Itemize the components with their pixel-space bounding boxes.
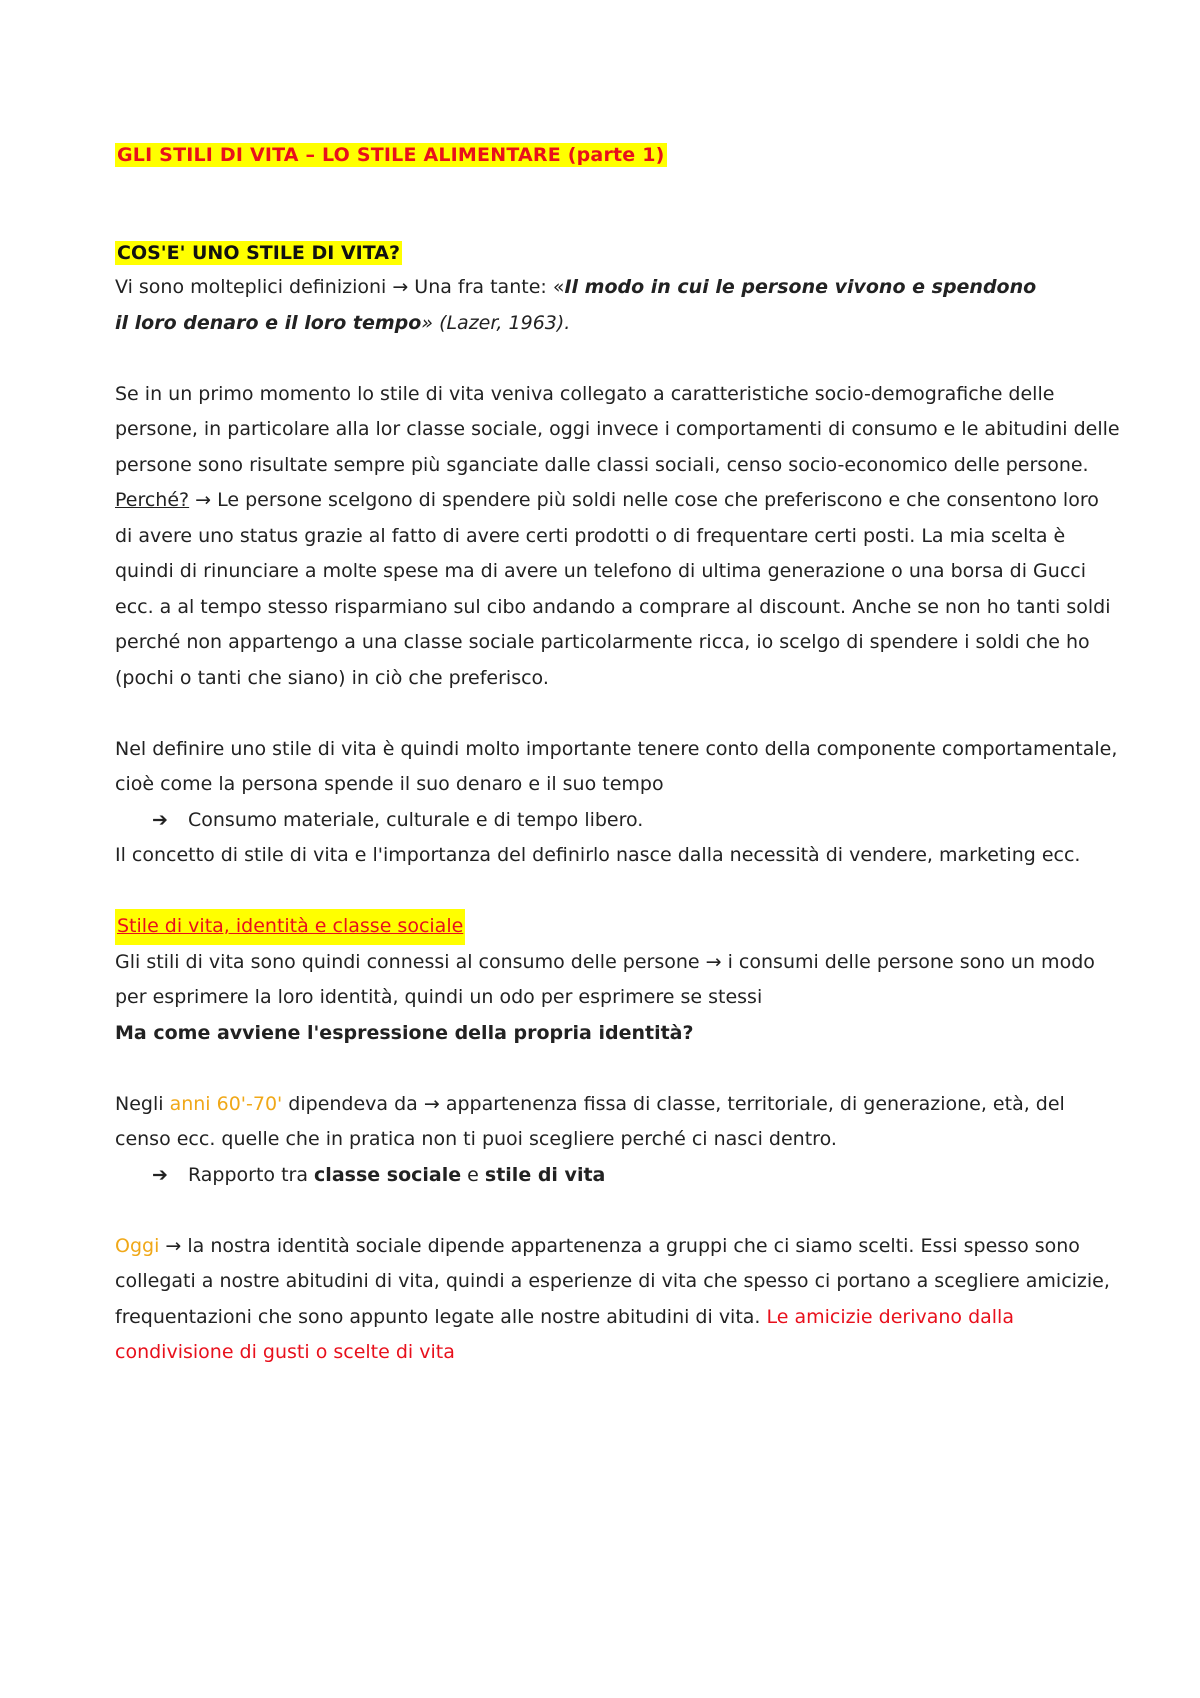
years-highlight: anni 60'-70' <box>169 1092 283 1115</box>
arrow-item-class-lifestyle: ➔ Rapporto tra classe sociale e stile di vita <box>115 1158 1120 1194</box>
section-heading-what-is: COS'E' UNO STILE DI VITA? <box>117 242 400 264</box>
definition-paragraph: Vi sono molteplici definizioni → Una fra tante: «Il modo in cui le persone vivono e spendono il loro denaro e il loro tempo» (Lazer, 1963). <box>115 276 1037 334</box>
document-title: GLI STILI DI VITA – LO STILE ALIMENTARE (parte 1) <box>117 144 665 166</box>
paragraph-sixties-seventies: Negli anni 60'-70' dipendeva da → appartenenza fissa di classe, territoriale, di generazione, età, del censo ecc. quelle che in pratica non ti puoi scegliere perché ci nasci dentro. <box>115 1092 1065 1150</box>
arrow-icon: ➔ <box>152 1163 168 1186</box>
paragraph-consumption-identity: Gli stili di vita sono quindi connessi al consumo delle persone → i consumi delle persone sono un modo per esprimere la loro identità, quindi un odo per esprimere se stessi <box>115 950 1095 1008</box>
arrow-icon: ➔ <box>152 808 168 831</box>
paragraph-why: Perché? → Le persone scelgono di spendere più soldi nelle cose che preferiscono e che consentono loro di avere uno status grazie al fatto di avere certi prodotti o di frequentare certi posti. La mia scelta è quindi di rinunciare a molte spese ma di avere un telefono di ultima generazione o una borsa di Gucci ecc. a al tempo stesso risparmiano sul cibo andando a comprare al discount. Anche se non ho tanti soldi perché non appartengo a una classe sociale particolarmente ricca, io scelgo di spendere i soldi che ho (pochi o tanti che siano) in ciò che preferisco. <box>115 489 1111 689</box>
paragraph-marketing: Il concetto di stile di vita e l'importanza del definirlo nasce dalla necessità di vendere, marketing ecc. <box>115 844 1081 866</box>
today-highlight: Oggi <box>115 1234 160 1257</box>
why-label: Perché? <box>115 489 190 511</box>
identity-question: Ma come avviene l'espressione della propria identità? <box>115 1021 694 1044</box>
paragraph-socio-demographic: Se in un primo momento lo stile di vita veniva collegato a caratteristiche socio-demografiche delle persone, in particolare alla lor classe sociale, oggi invece i comportamenti di consumo e le abitudini delle persone sono risultate sempre più sganciate dalle classi sociali, censo socio-economico delle persone. <box>115 382 1120 476</box>
arrow-item-consumption: ➔ Consumo materiale, culturale e di tempo libero. <box>115 803 1120 839</box>
paragraph-behavioral: Nel definire uno stile di vita è quindi molto importante tenere conto della componente comportamentale, cioè come la persona spende il suo denaro e il suo tempo <box>115 737 1118 795</box>
friendships-sentence: Le amicizie derivano dalla condivisione di gusti o scelte di vita <box>115 1305 1014 1363</box>
section-heading-identity: Stile di vita, identità e classe sociale <box>115 909 465 945</box>
paragraph-today: Oggi → la nostra identità sociale dipende appartenenza a gruppi che ci siamo scelti. Essi spesso sono collegati a nostre abitudini di vita, quindi a esperienze di vita che spesso ci portano a scegliere amicizie, frequentazioni che sono appunto legate alle nostre abitudini di vita. Le amicizie derivano dalla condivisione di gusti o scelte di vita <box>115 1234 1110 1363</box>
